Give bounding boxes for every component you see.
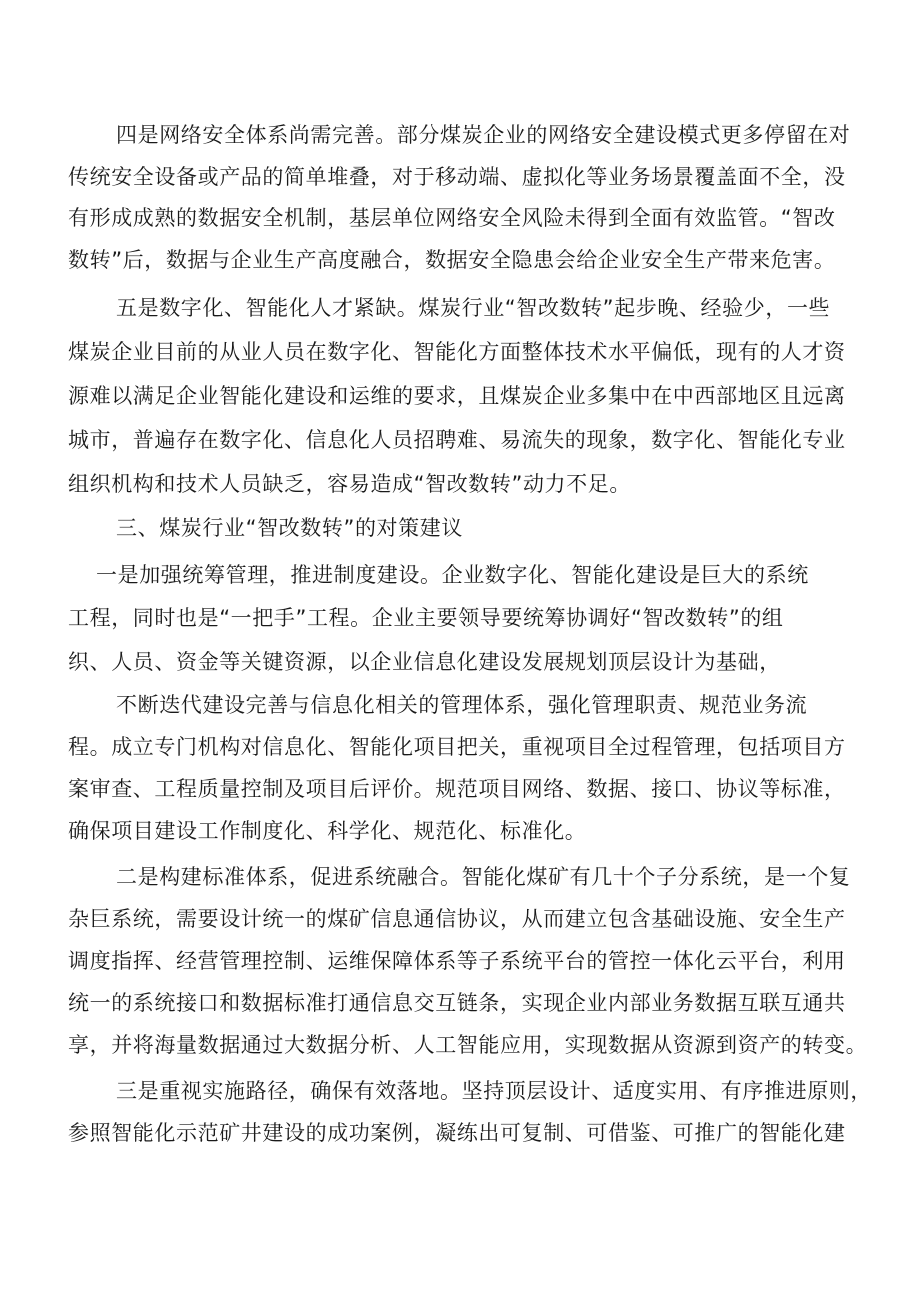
text-line: 三是重视实施路径，确保有效落地。坚持顶层设计、适度实用、有序推进原则，: [116, 1079, 872, 1103]
text-line: 不断迭代建设完善与信息化相关的管理体系，强化管理职责、规范业务流: [116, 693, 808, 717]
text-line: 有形成成熟的数据安全机制，基层单位网络安全风险未得到全面有效监管。“智改: [68, 206, 836, 230]
text-line: 传统安全设备或产品的简单堆叠，对于移动端、虚拟化等业务场景覆盖面不全，没: [68, 165, 846, 189]
text-line: 四是网络安全体系尚需完善。部分煤炭企业的网络安全建设模式更多停留在对: [116, 123, 851, 147]
text-line: 程。成立专门机构对信息化、智能化项目把关，重视项目全过程管理，包括项目方: [68, 735, 846, 759]
text-line: 一是加强统筹管理，推进制度建设。企业数字化、智能化建设是巨大的系统: [96, 563, 809, 587]
text-line: 参照智能化示范矿井建设的成功案例，凝练出可复制、可借鉴、可推广的智能化建: [68, 1121, 846, 1145]
text-line: 统一的系统接口和数据标准打通信息交互链条，实现企业内部业务数据互联互通共: [68, 991, 846, 1015]
text-line: 五是数字化、智能化人才紧缺。煤炭行业“智改数转”起步晚、经验少，一些: [116, 296, 831, 320]
text-line: 源难以满足企业智能化建设和运维的要求，且煤炭企业多集中在中西部地区且远离: [68, 384, 846, 408]
text-line: 组织机构和技术人员缺乏，容易造成“智改数转”动力不足。: [68, 472, 631, 496]
section-heading: 三、煤炭行业“智改数转”的对策建议: [116, 516, 463, 540]
text-line: 确保项目建设工作制度化、科学化、规范化、标准化。: [68, 819, 587, 843]
text-line: 案审查、工程质量控制及项目后评价。规范项目网络、数据、接口、协议等标准，: [68, 777, 846, 801]
text-line: 城市，普遍存在数字化、信息化人员招聘难、易流失的现象，数字化、智能化专业: [68, 428, 846, 452]
text-line: 数转”后，数据与企业生产高度融合，数据安全隐患会给企业安全生产带来危害。: [68, 248, 836, 272]
text-line: 织、人员、资金等关键资源，以企业信息化建设发展规划顶层设计为基础，: [68, 650, 781, 674]
text-line: 杂巨系统，需要设计统一的煤矿信息通信协议，从而建立包含基础设施、安全生产: [68, 907, 846, 931]
text-line: 二是构建标准体系，促进系统融合。智能化煤矿有几十个子分系统，是一个复: [116, 865, 851, 889]
text-line: 工程，同时也是“一把手”工程。企业主要领导要统筹协调好“智改数转”的组: [68, 606, 784, 630]
text-line: 享，并将海量数据通过大数据分析、人工智能应用，实现数据从资源到资产的转变。: [68, 1033, 868, 1057]
text-line: 煤炭企业目前的从业人员在数字化、智能化方面整体技术水平偏低，现有的人才资: [68, 340, 846, 364]
text-line: 调度指挥、经营管理控制、运维保障体系等子系统平台的管控一体化云平台，利用: [68, 949, 846, 973]
